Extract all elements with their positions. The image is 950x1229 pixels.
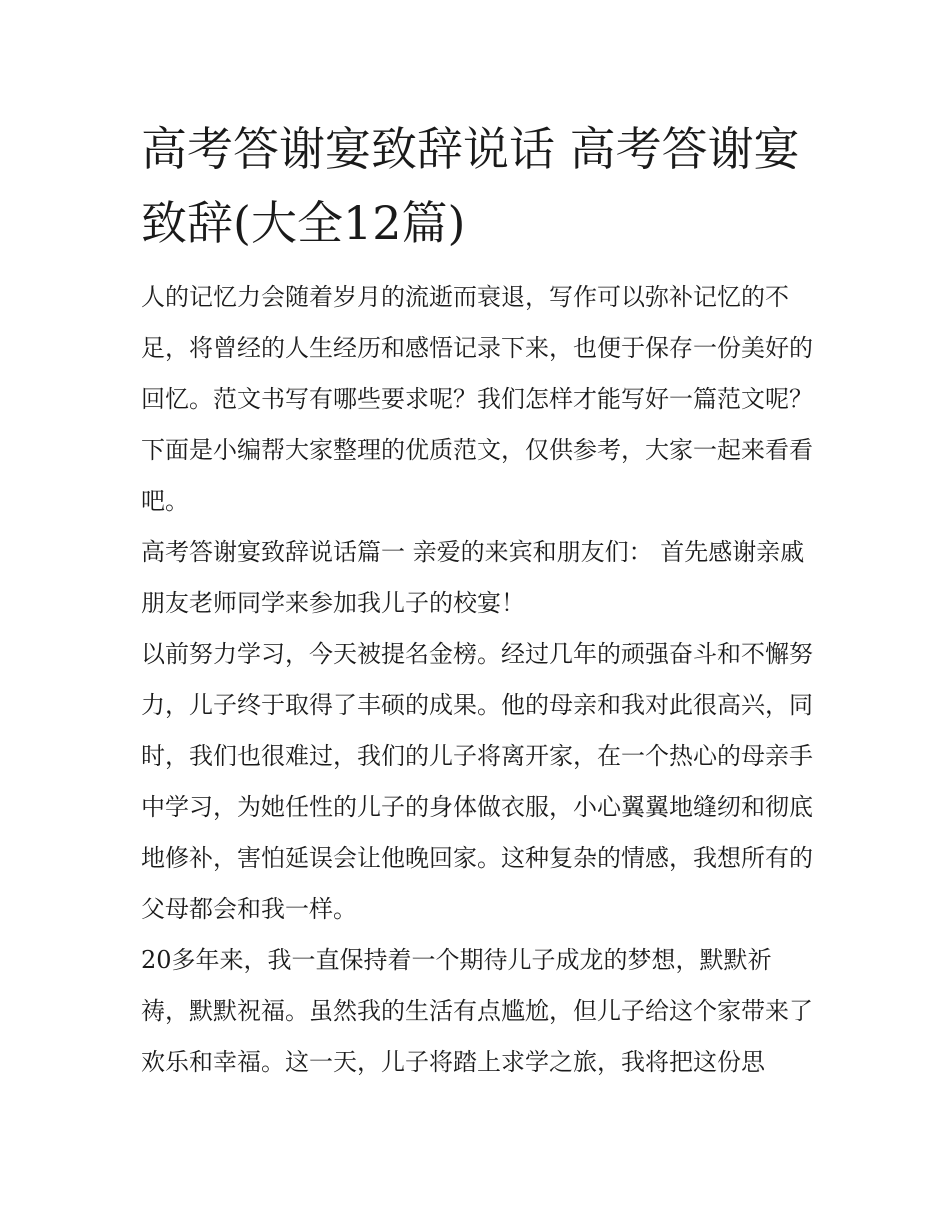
document-page <box>141 112 813 1088</box>
section-heading-paragraph: 高考答谢宴致辞说话篇一 亲爱的来宾和朋友们： 首先感谢亲戚朋友老师同学来参加我儿子的校宴！ <box>141 538 805 617</box>
body-paragraph: 以前努力学习，今天被提名金榜。经过几年的顽强奋斗和不懈努力，儿子终于取得了丰硕的成果。他的母亲和我对此很高兴，同时，我们也很难过，我们的儿子将离开家，在一个热心的母亲手中学习，为她任性的儿子的身体做衣服，小心翼翼地缝纫和彻底地修补，害怕延误会让他晚回家。这种复杂的情感，我想所有的父母都会和我一样。 <box>141 640 813 923</box>
intro-paragraph: 人的记忆力会随着岁月的流逝而衰退，写作可以弥补记忆的不足，将曾经的人生经历和感悟记录下来，也便于保存一份美好的回忆。范文书写有哪些要求呢？我们怎样才能写好一篇范文呢？下面是小编帮大家整理的优质范文，仅供参考，大家一起来看看吧。 <box>141 283 813 515</box>
document-title: 高考答谢宴致辞说话 高考答谢宴致辞(大全12篇) <box>141 122 800 250</box>
body-paragraph: 20多年来，我一直保持着一个期待儿子成龙的梦想，默默祈祷，默默祝福。虽然我的生活有点尴尬，但儿子给这个家带来了欢乐和幸福。这一天，儿子将踏上求学之旅，我将把这份思 <box>141 946 813 1076</box>
